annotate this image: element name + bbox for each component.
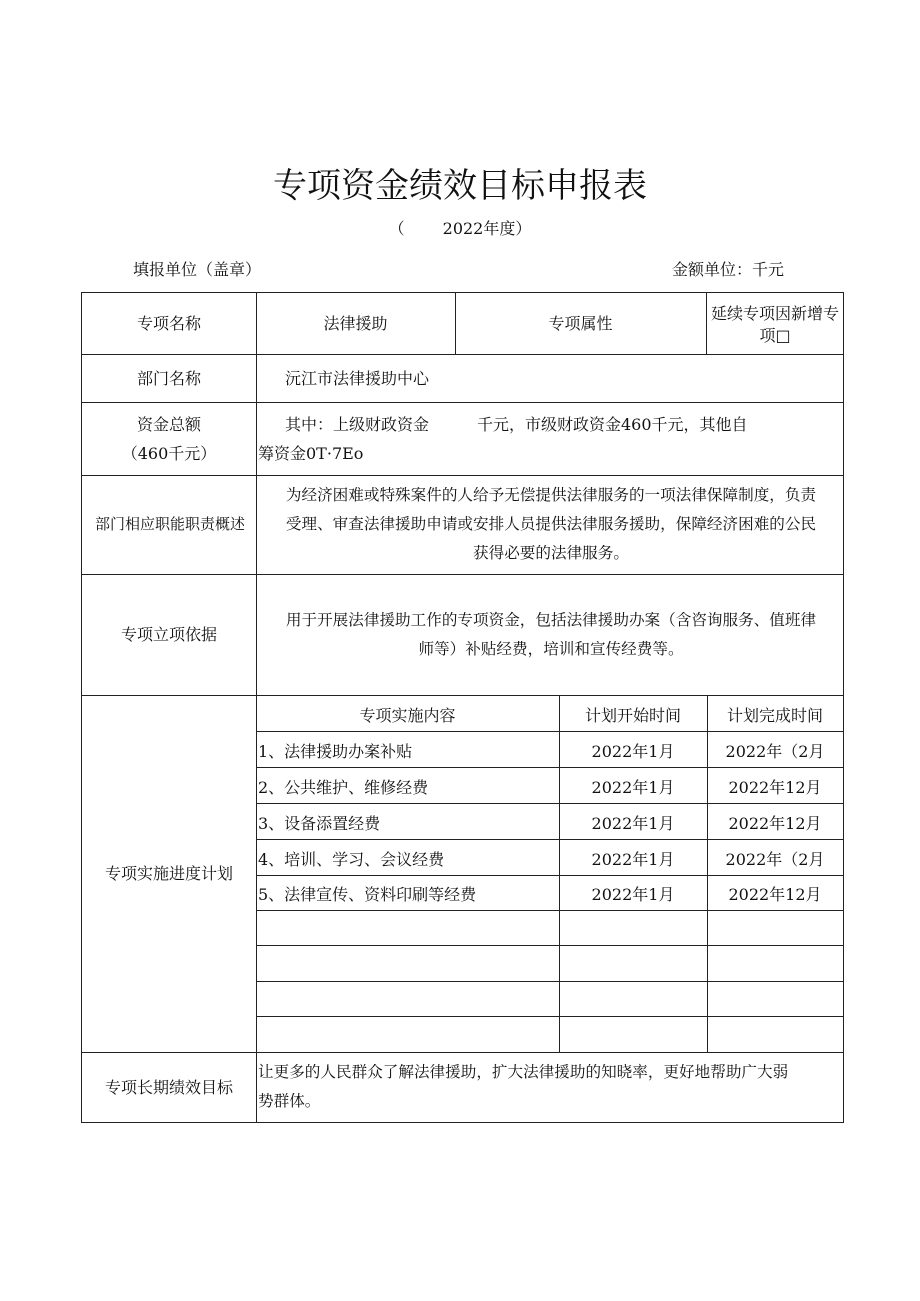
year-value: 2022 (442, 219, 484, 238)
duty-text-line: 为经济困难或特殊案件的人给予无偿提供法律服务的一项法律保障制度，负责 (285, 486, 817, 504)
year-open: （ (388, 219, 405, 238)
report-table (81, 292, 844, 1123)
schedule-start: 2022年1月 (591, 741, 675, 761)
longterm-label: 专项长期绩效目标 (104, 1077, 233, 1097)
duty-text-line: 获得必要的法律服务。 (473, 544, 629, 562)
fund-total-label-cell (82, 402, 256, 475)
duty-text (258, 475, 844, 574)
basis-text (258, 574, 844, 695)
longterm-text-line: 势群体。 (258, 1092, 321, 1110)
year-close: 年度） (483, 219, 532, 238)
project-name-value: 法律援助 (323, 314, 388, 333)
longterm-text-line: 让更多的人民群众了解法律援助，扩大法律援助的知晓率，更好地帮助广大弱 (258, 1063, 789, 1081)
rule (256, 945, 843, 946)
schedule-item: 2、公共维护、维修经费 (258, 777, 429, 797)
schedule-end: 2022年（2月 (725, 741, 825, 761)
schedule-item: 5、法律宣传、资料印刷等经费 (258, 885, 477, 904)
project-name-label: 专项名称 (136, 314, 201, 333)
fill-unit-label: 填报单位（盖章） (133, 260, 262, 279)
fund-total-label: 资金总额 (136, 414, 201, 434)
fund-detail-line: 筹资金0T·7Eo (258, 443, 364, 463)
fund-detail-line: 其中：上级财政资金 千元，市级财政资金460千元，其他自 (285, 414, 748, 434)
schedule-end: 2022年12月 (728, 885, 822, 904)
schedule-item: 3、设备添置经费 (258, 813, 381, 833)
schedule-start: 2022年1月 (591, 849, 675, 869)
basis-label: 专项立项依据 (120, 625, 217, 644)
schedule-end: 2022年（2月 (725, 849, 825, 869)
project-attr-line: 项□ (759, 325, 791, 345)
amount-unit-label: 金额单位：千元 (672, 260, 785, 279)
longterm-text (258, 1052, 844, 1122)
project-attr-line: 延续专项因新增专 (710, 303, 839, 323)
project-attr-value (706, 293, 844, 354)
schedule-end: 2022年12月 (728, 777, 822, 797)
duty-text-line: 受理、审查法律援助申请或安排人员提供法律服务援助，保障经济困难的公民 (285, 515, 817, 533)
schedule-header-content: 专项实施内容 (359, 705, 456, 725)
schedule-start: 2022年1月 (591, 885, 675, 904)
schedule-start: 2022年1月 (591, 813, 675, 833)
rule (256, 1016, 843, 1017)
schedule-item: 4、培训、学习、会议经费 (258, 849, 445, 869)
schedule-header-start: 计划开始时间 (584, 705, 681, 725)
basis-text-line: 用于开展法律援助工作的专项资金，包括法律援助办案（含咨询服务、值班律 (285, 610, 817, 629)
dept-name-value: 沅江市法律援助中心 (285, 368, 430, 388)
schedule-end: 2022年12月 (728, 813, 822, 833)
rule (256, 981, 843, 982)
fund-total-amount: （460千元） (121, 443, 217, 463)
year-line (0, 216, 920, 239)
schedule-header-end: 计划完成时间 (726, 705, 823, 725)
basis-text-line: 师等）补贴经费，培训和宣传经费等。 (418, 639, 684, 658)
fund-detail (256, 402, 843, 475)
schedule-label: 专项实施进度计划 (104, 864, 233, 883)
duty-label: 部门相应职能职责概述 (94, 515, 245, 533)
schedule-item: 1、法律援助办案补贴 (258, 741, 413, 761)
dept-name-label: 部门名称 (136, 368, 201, 388)
document-title: 专项资金绩效目标申报表 (273, 166, 647, 206)
schedule-start: 2022年1月 (591, 777, 675, 797)
project-attr-label: 专项属性 (548, 314, 613, 333)
